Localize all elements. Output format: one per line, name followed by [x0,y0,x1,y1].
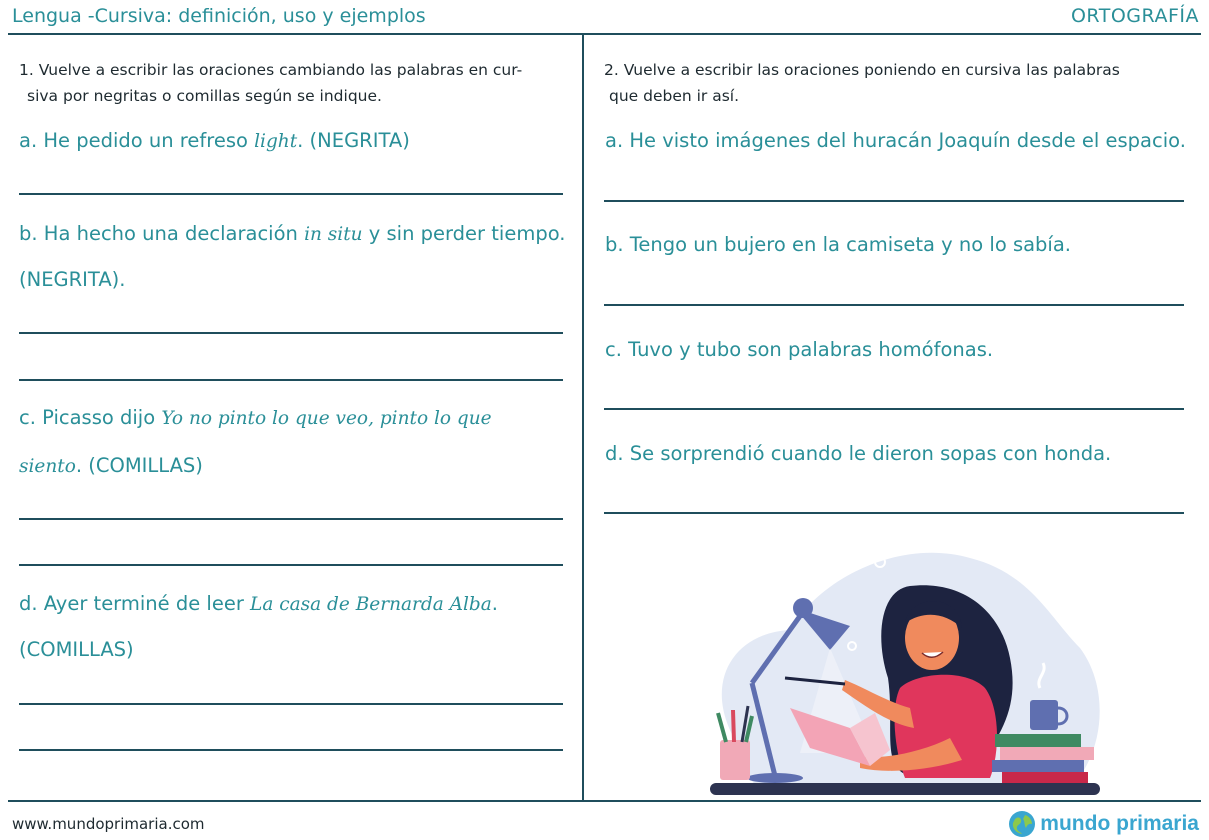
left-instruction [19,57,522,109]
right-instruction-line1: 2. Vuelve a escribir las oraciones poniendo en cursiva las palabras [604,61,1120,79]
answer-line[interactable] [19,703,563,705]
left-question-b: b. Ha hecho una declaración in situ y sin perder tiempo. [19,222,566,245]
right-question-c: c. Tuvo y tubo son palabras homófonas. [605,338,994,361]
left-instruction-line1: 1. Vuelve a escribir las oraciones cambiando las palabras en cur- [19,61,523,79]
right-question-d: d. Se sorprendió cuando le dieron sopas con honda. [605,442,1112,465]
answer-line[interactable] [19,564,563,566]
worksheet-title: Lengua -Cursiva: definición, uso y ejemplos [12,5,426,27]
answer-line[interactable] [19,193,563,195]
left-question-b-cont: (NEGRITA). [19,268,126,291]
top-rule [8,33,1201,35]
left-question-c-cont: siento. (COMILLAS) [19,454,203,477]
student-reading-illustration [700,538,1110,800]
answer-line[interactable] [604,408,1184,410]
brand-name: mundo primaria [1040,812,1199,835]
left-instruction-line2: siva por negritas o comillas según se indique. [27,87,382,105]
column-divider [582,35,584,800]
right-question-b: b. Tengo un bujero en la camiseta y no lo sabía. [605,233,1072,256]
answer-line[interactable] [604,512,1184,514]
answer-line[interactable] [19,379,563,381]
left-question-a: a. He pedido un refreso light. (NEGRITA) [19,129,410,152]
footer-url[interactable]: www.mundoprimaria.com [12,815,205,833]
right-question-a: a. He visto imágenes del huracán Joaquín desde el espacio. [605,129,1186,152]
left-question-d-cont: (COMILLAS) [19,638,134,661]
answer-line[interactable] [19,518,563,520]
globe-icon [1008,810,1036,838]
answer-line[interactable] [604,200,1184,202]
right-instruction [604,57,1120,109]
left-question-c: c. Picasso dijo Yo no pinto lo que veo, pinto lo que [19,406,492,429]
bottom-rule [8,800,1201,802]
subject-label: ORTOGRAFÍA [1070,5,1199,27]
left-question-d: d. Ayer terminé de leer La casa de Bernarda Alba. [19,592,498,615]
answer-line[interactable] [19,749,563,751]
answer-line[interactable] [19,332,563,334]
brand-logo[interactable] [1008,810,1199,838]
answer-line[interactable] [604,304,1184,306]
right-instruction-line2: que deben ir así. [609,87,740,105]
